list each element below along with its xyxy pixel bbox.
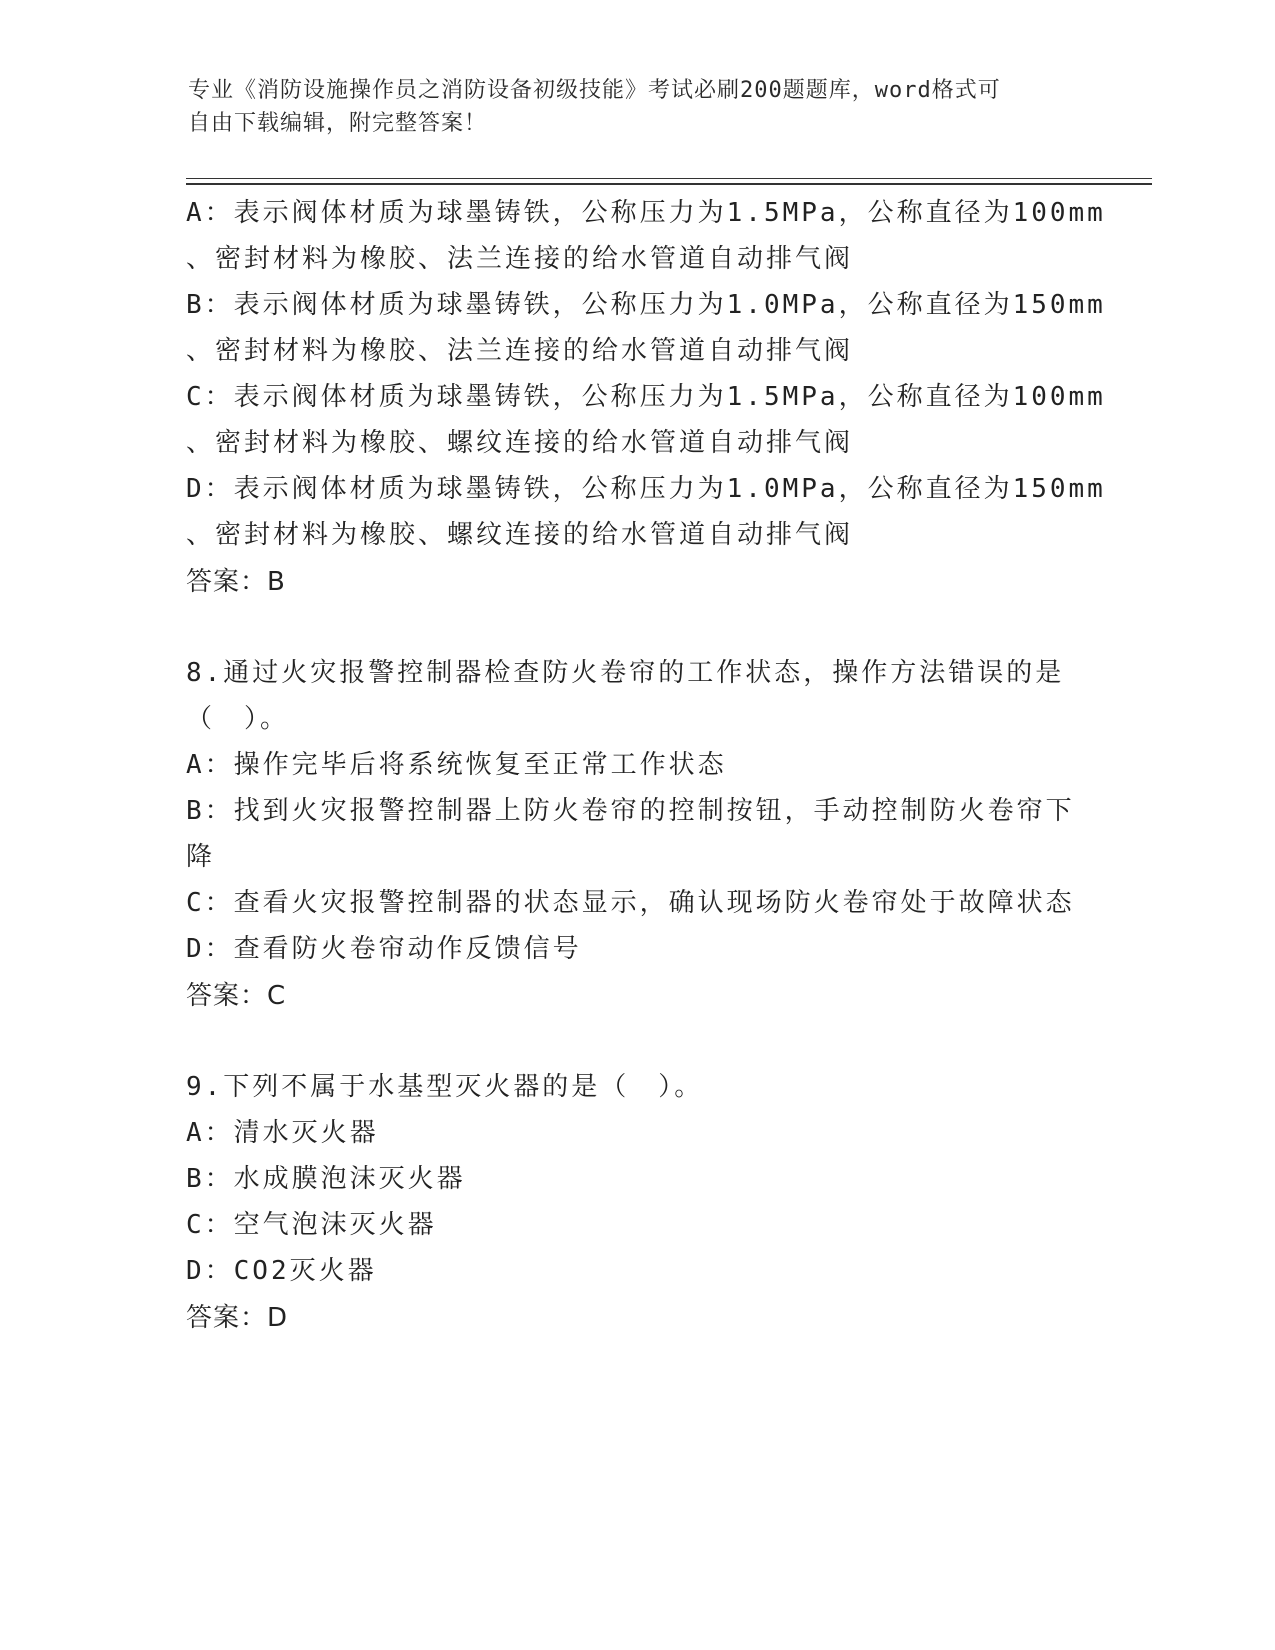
header-divider-thick	[186, 183, 1152, 185]
answer-label: 答案：B	[186, 567, 286, 597]
question-stem: 8.通过火灾报警控制器检查防火卷帘的工作状态，操作方法错误的是	[186, 658, 1065, 688]
question-8	[186, 650, 1086, 1020]
option-b-continued: 降	[186, 842, 216, 872]
option-c	[186, 374, 1106, 466]
question-stem: 9.下列不属于水基型灭火器的是（ ）。	[186, 1072, 704, 1102]
option-text: D：表示阀体材质为球墨铸铁，公称压力为1.0MPa，公称直径为150mm	[186, 474, 1106, 504]
header-line-2: 自由下载编辑，附完整答案！	[188, 111, 488, 136]
header-line-1: 专业《消防设施操作员之消防设备初级技能》考试必刷200题题库，word格式可	[188, 78, 1001, 103]
document-body	[186, 190, 1106, 1342]
question-stem: （ ）。	[186, 704, 290, 734]
option-d: D：查看防火卷帘动作反馈信号	[186, 934, 582, 964]
option-a: A：操作完毕后将系统恢复至正常工作状态	[186, 750, 727, 780]
option-text: 、密封材料为橡胶、法兰连接的给水管道自动排气阀	[186, 244, 854, 274]
option-b: B：找到火灾报警控制器上防火卷帘的控制按钮，手动控制防火卷帘下	[186, 796, 1075, 826]
option-d: D：CO2灭火器	[186, 1256, 377, 1286]
option-b: B：水成膜泡沫灭火器	[186, 1164, 466, 1194]
header-divider-thin	[186, 178, 1152, 179]
option-text: 、密封材料为橡胶、螺纹连接的给水管道自动排气阀	[186, 520, 854, 550]
option-text: 、密封材料为橡胶、螺纹连接的给水管道自动排气阀	[186, 428, 854, 458]
option-text: 、密封材料为橡胶、法兰连接的给水管道自动排气阀	[186, 336, 854, 366]
option-a: A：清水灭火器	[186, 1118, 379, 1148]
option-a	[186, 190, 1106, 282]
option-c: C：空气泡沫灭火器	[186, 1210, 437, 1240]
answer-label: 答案：D	[186, 1303, 289, 1333]
option-text: B：表示阀体材质为球墨铸铁，公称压力为1.0MPa，公称直径为150mm	[186, 290, 1106, 320]
option-text: C：表示阀体材质为球墨铸铁，公称压力为1.5MPa，公称直径为100mm	[186, 382, 1106, 412]
option-b	[186, 282, 1106, 374]
spacer	[186, 606, 1086, 650]
option-d	[186, 466, 1106, 558]
option-c: C：查看火灾报警控制器的状态显示，确认现场防火卷帘处于故障状态	[186, 888, 1075, 918]
option-text: A：表示阀体材质为球墨铸铁，公称压力为1.5MPa，公称直径为100mm	[186, 198, 1106, 228]
document-header	[188, 74, 1078, 140]
spacer	[186, 1020, 1086, 1064]
answer-label: 答案：C	[186, 981, 287, 1011]
question-9	[186, 1064, 1086, 1342]
question-7	[186, 190, 1106, 606]
